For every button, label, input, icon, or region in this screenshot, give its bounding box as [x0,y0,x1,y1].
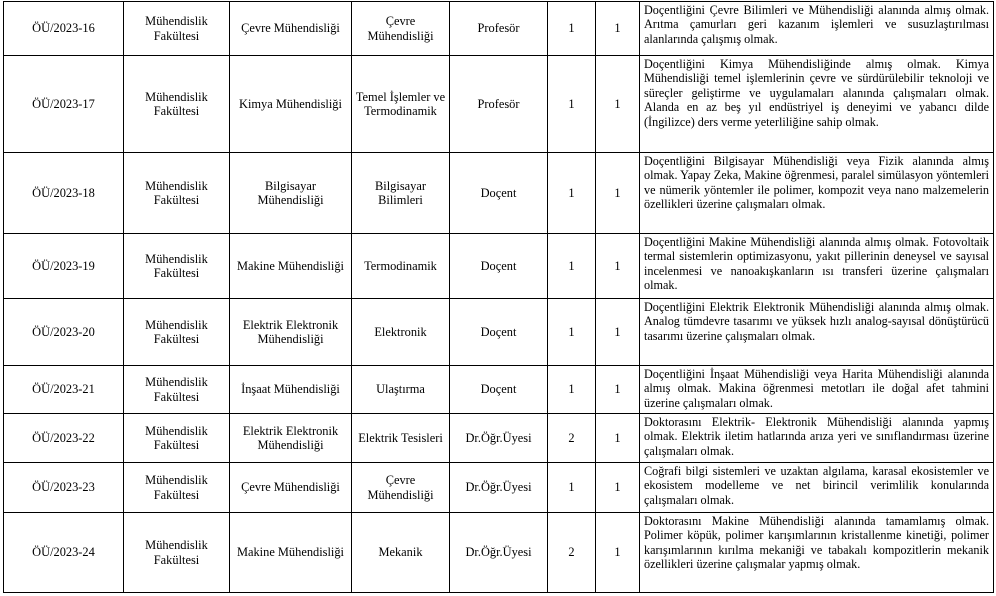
position-code: ÖÜ/2023-22 [4,414,124,463]
position-code: ÖÜ/2023-23 [4,463,124,513]
requirements-cell: Doçentliğini Elektrik Elektronik Mühendisliği alanında almış olmak. Analog tümdevre tasarımı ve yüksek hızlı analog-sayısal dönüştürücü tasarımı üzerine çalışmaları olmak. [640,299,994,366]
table-row [4,414,994,463]
table-row [4,463,994,513]
count-cell: 1 [548,2,596,56]
position-code: ÖÜ/2023-19 [4,234,124,299]
faculty-cell: Mühendislik Fakültesi [124,513,230,593]
requirements-cell: Doçentliğini İnşaat Mühendisliği veya Harita Mühendisliği alanında almış olmak. Makina öğrenmesi metotları ile doğal afet tahmini üzerine çalışmaları olmak. [640,366,994,414]
field-cell: Temel İşlemler ve Termodinamik [352,56,450,153]
title-cell: Doçent [450,234,548,299]
faculty-cell: Mühendislik Fakültesi [124,463,230,513]
title-cell: Profesör [450,2,548,56]
department-cell: Makine Mühendisliği [230,513,352,593]
table-row [4,153,994,234]
table-row [4,513,994,593]
field-cell: Ulaştırma [352,366,450,414]
department-cell: Elektrik Elektronik Mühendisliği [230,299,352,366]
count-cell: 1 [596,463,640,513]
count-cell: 1 [596,414,640,463]
department-cell: Çevre Mühendisliği [230,2,352,56]
faculty-cell: Mühendislik Fakültesi [124,366,230,414]
requirements-cell: Doçentliğini Çevre Bilimleri ve Mühendisliği alanında almış olmak. Arıtma çamurları geri kazanım işlemleri ve susuzlaştırılması alanlarında çalışmış olmak. [640,2,994,56]
field-cell: Elektronik [352,299,450,366]
title-cell: Doçent [450,299,548,366]
table-row [4,299,994,366]
title-cell: Dr.Öğr.Üyesi [450,463,548,513]
faculty-cell: Mühendislik Fakültesi [124,414,230,463]
department-cell: İnşaat Mühendisliği [230,366,352,414]
requirements-cell: Doçentliğini Bilgisayar Mühendisliği veya Fizik alanında almış olmak. Yapay Zeka, Makine öğrenmesi, paralel simülasyon yöntemleri ve nümerik yöntemler ile polimer, kompozit veya nano malzemelerin özellikleri üzerine çalışmaları olmak. [640,153,994,234]
title-cell: Doçent [450,366,548,414]
requirements-cell: Doktorasını Makine Mühendisliği alanında tamamlamış olmak. Polimer köpük, polimer karışımlarının kristallenme kinetiği, polimer karışımlarının kırılma mekaniği ve tabakalı kompozitlerin mekanik özellikleri üzerine çalışmalar yapmış olmak. [640,513,994,593]
count-cell: 1 [548,56,596,153]
count-cell: 1 [548,299,596,366]
department-cell: Çevre Mühendisliği [230,463,352,513]
count-cell: 1 [596,56,640,153]
count-cell: 1 [548,366,596,414]
department-cell: Makine Mühendisliği [230,234,352,299]
faculty-cell: Mühendislik Fakültesi [124,2,230,56]
count-cell: 1 [548,234,596,299]
count-cell: 1 [596,153,640,234]
position-code: ÖÜ/2023-16 [4,2,124,56]
department-cell: Elektrik Elektronik Mühendisliği [230,414,352,463]
field-cell: Bilgisayar Bilimleri [352,153,450,234]
count-cell: 1 [596,366,640,414]
count-cell: 2 [548,414,596,463]
count-cell: 1 [548,463,596,513]
table-row [4,56,994,153]
requirements-cell: Doçentliğini Makine Mühendisliği alanında almış olmak. Fotovoltaik termal sistemlerin optimizasyonu, yakıt pillerinin deneysel ve sayısal incelenmesi ve nanoakışkanların ısı transferi üzerine çalışmaları olmak. [640,234,994,299]
faculty-cell: Mühendislik Fakültesi [124,299,230,366]
count-cell: 1 [596,2,640,56]
requirements-cell: Doktorasını Elektrik- Elektronik Mühendisliği alanında yapmış olmak. Elektrik iletim hatlarında arıza yeri ve sınıflandırması üzerine çalışmaları olmak. [640,414,994,463]
count-cell: 1 [548,153,596,234]
requirements-cell: Doçentliğini Kimya Mühendisliğinde almış olmak. Kimya Mühendisliği temel işlemlerinin çevre ve sürdürülebilir teknoloji ve süreçler geliştirme ve uygulamaları alanında çalışmaları olmak. Alanda en az beş yıl endüstriyel iş deneyimi ve yabancı dilde (İngilizce) ders verme yeterliliğine sahip olmak. [640,56,994,153]
count-cell: 2 [548,513,596,593]
field-cell: Mekanik [352,513,450,593]
faculty-cell: Mühendislik Fakültesi [124,56,230,153]
count-cell: 1 [596,513,640,593]
department-cell: Kimya Mühendisliği [230,56,352,153]
field-cell: Elektrik Tesisleri [352,414,450,463]
position-code: ÖÜ/2023-24 [4,513,124,593]
position-code: ÖÜ/2023-20 [4,299,124,366]
requirements-cell: Coğrafi bilgi sistemleri ve uzaktan algılama, karasal ekosistemler ve ekosistem modelleme ve net birincil verimlilik konularında çalışmaları olmak. [640,463,994,513]
title-cell: Dr.Öğr.Üyesi [450,513,548,593]
field-cell: Termodinamik [352,234,450,299]
table-row [4,234,994,299]
title-cell: Profesör [450,56,548,153]
position-code: ÖÜ/2023-21 [4,366,124,414]
field-cell: Çevre Mühendisliği [352,2,450,56]
field-cell: Çevre Mühendisliği [352,463,450,513]
department-cell: Bilgisayar Mühendisliği [230,153,352,234]
table-row [4,2,994,56]
count-cell: 1 [596,299,640,366]
faculty-cell: Mühendislik Fakültesi [124,153,230,234]
title-cell: Dr.Öğr.Üyesi [450,414,548,463]
title-cell: Doçent [450,153,548,234]
faculty-cell: Mühendislik Fakültesi [124,234,230,299]
table-row [4,366,994,414]
positions-table [3,1,994,593]
position-code: ÖÜ/2023-18 [4,153,124,234]
position-code: ÖÜ/2023-17 [4,56,124,153]
count-cell: 1 [596,234,640,299]
